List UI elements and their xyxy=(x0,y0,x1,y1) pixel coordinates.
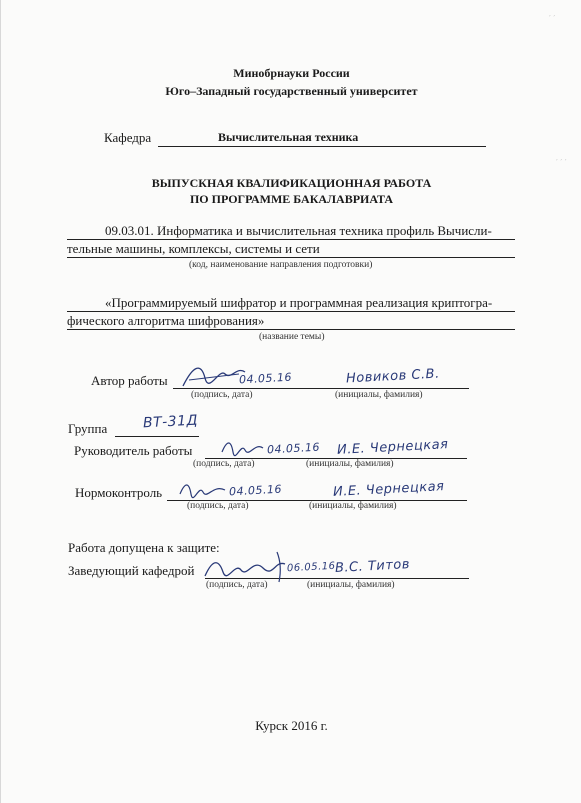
supervisor-label: Руководитель работы xyxy=(74,443,193,458)
supervisor-name-handwritten: И.Е. Чернецкая xyxy=(336,437,449,458)
head-signature-date: 06.05.16 xyxy=(286,560,336,575)
topic-line1: «Программируемый шифратор и программная реализация криптогра- xyxy=(105,295,493,310)
direction-line1: 09.03.01. Информатика и вычислительная техника профиль Вычисли- xyxy=(105,223,492,238)
topic-caption: (название темы) xyxy=(259,332,325,342)
group-value-handwritten: ВТ-31Д xyxy=(142,412,199,432)
head-caption-sign: (подпись, дата) xyxy=(206,580,268,590)
work-type-line2: ПО ПРОГРАММЕ БАКАЛАВРИАТА xyxy=(189,192,394,206)
normcontrol-label: Нормоконтроль xyxy=(75,485,163,500)
author-caption-sign: (подпись, дата) xyxy=(191,390,253,400)
scan-edge-mark: ′ ′ ′ xyxy=(556,158,567,167)
head-caption-name: (инициалы, фамилия) xyxy=(307,580,395,590)
direction-caption: (код, наименование направления подготовки) xyxy=(189,260,373,270)
supervisor-caption-name: (инициалы, фамилия) xyxy=(306,459,394,469)
direction-underline-1 xyxy=(67,239,515,240)
supervisor-caption-sign: (подпись, дата) xyxy=(193,459,255,469)
department-value: Вычислительная техника xyxy=(218,130,359,144)
city-year: Курск 2016 г. xyxy=(255,718,328,733)
scan-edge-mark: ′ ′ xyxy=(549,14,556,23)
group-underline xyxy=(115,436,199,437)
topic-underline-1 xyxy=(67,311,515,312)
head-of-department-label: Заведующий кафедрой xyxy=(68,563,195,578)
normcontrol-signature-date: 04.05.16 xyxy=(228,482,283,499)
head-name-handwritten: В.С. Титов xyxy=(334,557,411,576)
normcontrol-name-handwritten: И.Е. Чернецкая xyxy=(332,479,445,500)
work-type-line1: ВЫПУСКНАЯ КВАЛИФИКАЦИОННАЯ РАБОТА xyxy=(151,176,432,190)
supervisor-signature-date: 04.05.16 xyxy=(266,440,321,457)
topic-underline-2 xyxy=(67,329,515,330)
normcontrol-caption-sign: (подпись, дата) xyxy=(187,501,249,511)
admission-text: Работа допущена к защите: xyxy=(68,540,220,555)
direction-line2: тельные машины, комплексы, системы и сети xyxy=(67,241,320,256)
topic-line2: фического алгоритма шифрования» xyxy=(67,313,265,328)
supervisor-signature-scribble xyxy=(219,436,265,458)
department-underline xyxy=(158,146,486,147)
author-label: Автор работы xyxy=(91,373,168,388)
author-name-handwritten: Новиков С.В. xyxy=(345,366,441,387)
university-name: Юго–Западный государственный университет xyxy=(165,84,418,98)
department-label: Кафедра xyxy=(104,130,152,145)
normcontrol-caption-name: (инициалы, фамилия) xyxy=(309,501,397,511)
direction-underline-2 xyxy=(67,257,515,258)
author-signature-date: 04.05.16 xyxy=(238,370,293,387)
group-label: Группа xyxy=(68,421,108,436)
ministry-name: Минобрнауки России xyxy=(233,66,350,80)
author-caption-name: (инициалы, фамилия) xyxy=(335,390,423,400)
normcontrol-signature-scribble xyxy=(177,478,227,500)
